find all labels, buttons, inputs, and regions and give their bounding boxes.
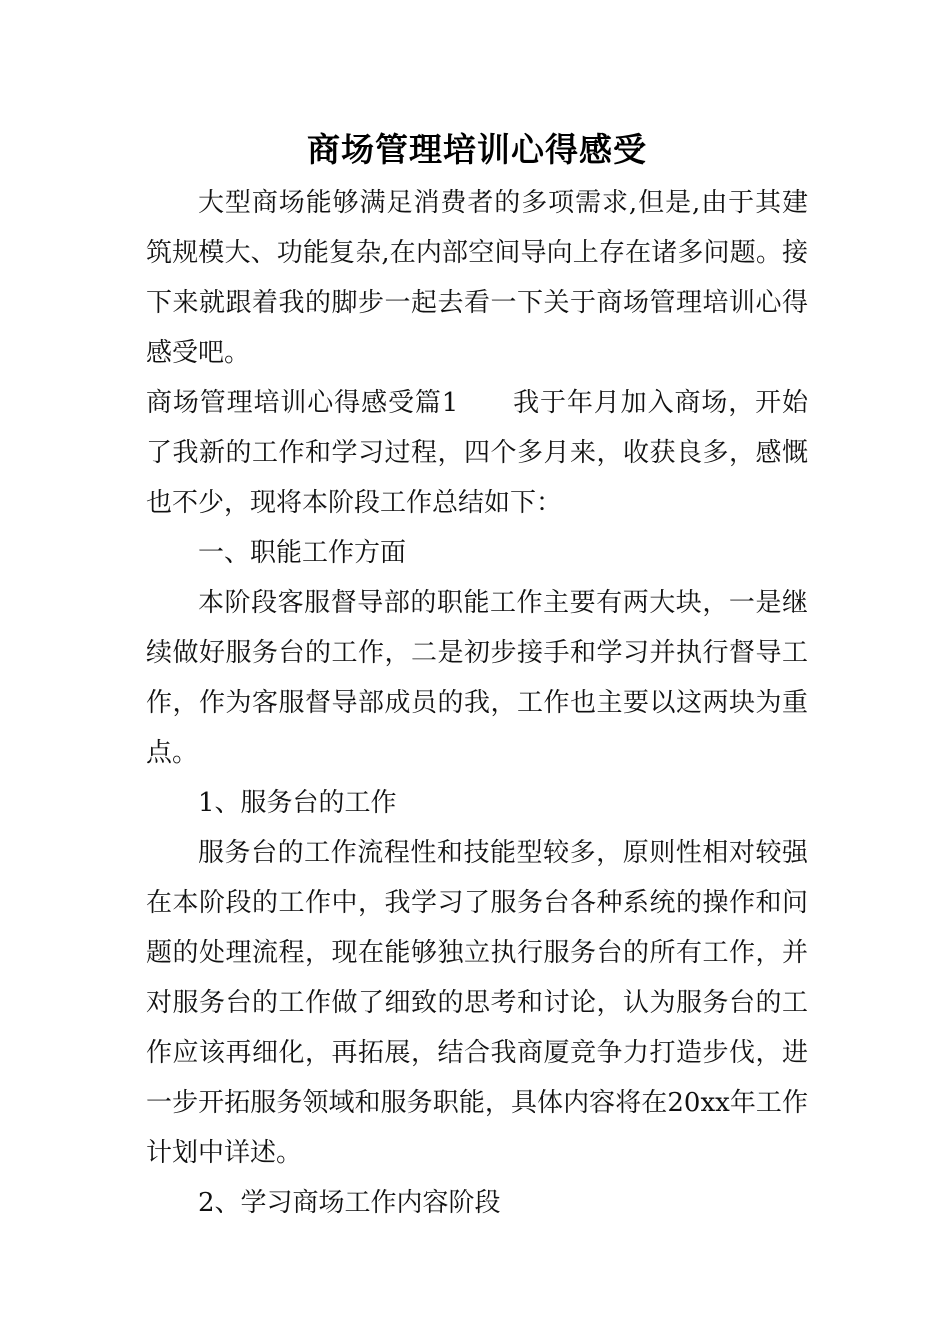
functional-work-paragraph: 本阶段客服督导部的职能工作主要有两大块，一是继续做好服务台的工作，二是初步接手和学习并执行督导工作，作为客服督导部成员的我，工作也主要以这两块为重点。: [146, 588, 808, 768]
heading-functional-work: 一、职能工作方面: [198, 538, 407, 568]
intro-paragraph: 大型商场能够满足消费者的多项需求,但是,由于其建筑规模大、功能复杂,在内部空间导向上存在诸多问题。接下来就跟着我的脚步一起去看一下关于商场管理培训心得感受吧。: [146, 188, 808, 368]
heading-learning-stage: 2、学习商场工作内容阶段: [198, 1188, 501, 1218]
document-title: 商场管理培训心得感受: [307, 130, 647, 169]
service-desk-paragraph: 服务台的工作流程性和技能型较多，原则性相对较强在本阶段的工作中，我学习了服务台各种系统的操作和问题的处理流程，现在能够独立执行服务台的所有工作，并对服务台的工作做了细致的思考和讨论，认为服务台的工作应该再细化，再拓展，结合我商厦竞争力打造步伐，进一步开拓服务领域和服务职能，具体内容将在20xx年工作计划中详述。: [146, 838, 808, 1168]
document-page: [146, 128, 808, 1228]
section-heading: 商场管理培训心得感受篇1: [146, 388, 459, 418]
section-paragraph: [146, 378, 808, 528]
heading-service-desk: 1、服务台的工作: [198, 788, 397, 818]
section-opening: 我于年月加入商场，开始了我新的工作和学习过程，四个多月来，收获良多，感慨也不少，现将本阶段工作总结如下：: [146, 388, 808, 518]
